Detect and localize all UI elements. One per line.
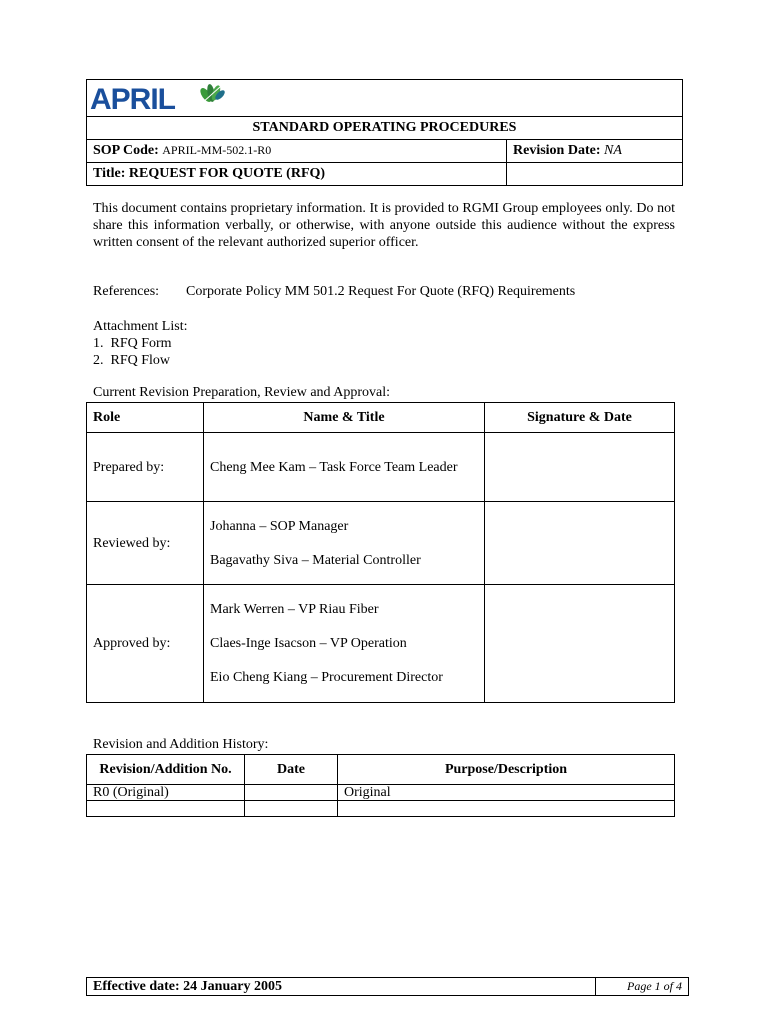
- attachment-item: 1. RFQ Form: [93, 336, 172, 351]
- revision-no-cell: R0 (Original): [87, 785, 245, 801]
- col-header-signature-date: Signature & Date: [485, 403, 675, 433]
- sop-title: STANDARD OPERATING PROCEDURES: [87, 117, 683, 140]
- attachment-item: 2. RFQ Flow: [93, 353, 171, 368]
- leaf-logo-icon: [196, 81, 226, 107]
- sop-code-label: SOP Code:: [93, 143, 159, 158]
- revision-date-cell: [507, 140, 683, 163]
- role-approved: Approved by:: [87, 585, 204, 703]
- reviewed-names: [204, 502, 485, 585]
- date-cell: [245, 785, 338, 801]
- references-label: References:: [93, 284, 160, 299]
- approved-names: [204, 585, 485, 703]
- attachment-list: [93, 318, 187, 369]
- page-footer: [86, 977, 689, 996]
- document-title: Title: REQUEST FOR QUOTE (RFQ): [87, 163, 507, 186]
- revision-history-table: [86, 754, 675, 817]
- role-reviewed: Reviewed by:: [87, 502, 204, 585]
- approver-name: Claes-Inge Isacson – VP Operation: [210, 636, 407, 651]
- approval-caption: Current Revision Preparation, Review and Approval:: [93, 385, 391, 400]
- empty-cell: [507, 163, 683, 186]
- col-header-purpose: Purpose/Description: [338, 755, 675, 785]
- reviewer-name: Johanna – SOP Manager: [210, 518, 349, 534]
- revision-history-caption: Revision and Addition History:: [93, 737, 269, 752]
- attachment-list-label: Attachment List:: [93, 319, 188, 334]
- revision-no-cell: [87, 801, 245, 817]
- col-header-revision-no: Revision/Addition No.: [87, 755, 245, 785]
- confidentiality-notice: This document contains proprietary information. It is provided to RGMI Group employees only. Do not share this information verbally, or otherwise, with anyone outside this audience without the express written consent of the relevant authorized superior officer.: [93, 201, 675, 250]
- revision-date-label: Revision Date:: [513, 143, 601, 158]
- approver-name: Mark Werren – VP Riau Fiber: [210, 602, 379, 617]
- effective-date: Effective date: 24 January 2005: [87, 978, 596, 996]
- col-header-role: Role: [87, 403, 204, 433]
- page-number: Page 1 of 4: [596, 978, 689, 996]
- sop-header-table: [86, 79, 683, 186]
- revision-date-value: NA: [604, 143, 622, 158]
- col-header-date: Date: [245, 755, 338, 785]
- purpose-cell: Original: [338, 785, 675, 801]
- approver-name: Eio Cheng Kiang – Procurement Director: [210, 670, 443, 685]
- logo-cell: [87, 80, 683, 117]
- signature-cell: [485, 502, 675, 585]
- date-cell: [245, 801, 338, 817]
- signature-cell: [485, 433, 675, 502]
- approval-table: [86, 402, 675, 703]
- table-row: [87, 801, 675, 817]
- april-logo: APRIL: [90, 83, 175, 116]
- role-prepared: Prepared by:: [87, 433, 204, 502]
- prepared-name: Cheng Mee Kam – Task Force Team Leader: [204, 433, 485, 502]
- references-value: Corporate Policy MM 501.2 Request For Quote (RFQ) Requirements: [186, 284, 576, 299]
- sop-code-cell: [87, 140, 507, 163]
- col-header-name-title: Name & Title: [204, 403, 485, 433]
- table-row: [87, 785, 675, 801]
- reviewer-name: Bagavathy Siva – Material Controller: [210, 552, 421, 568]
- purpose-cell: [338, 801, 675, 817]
- sop-code-value: APRIL-MM-502.1-R0: [162, 143, 272, 157]
- signature-cell: [485, 585, 675, 703]
